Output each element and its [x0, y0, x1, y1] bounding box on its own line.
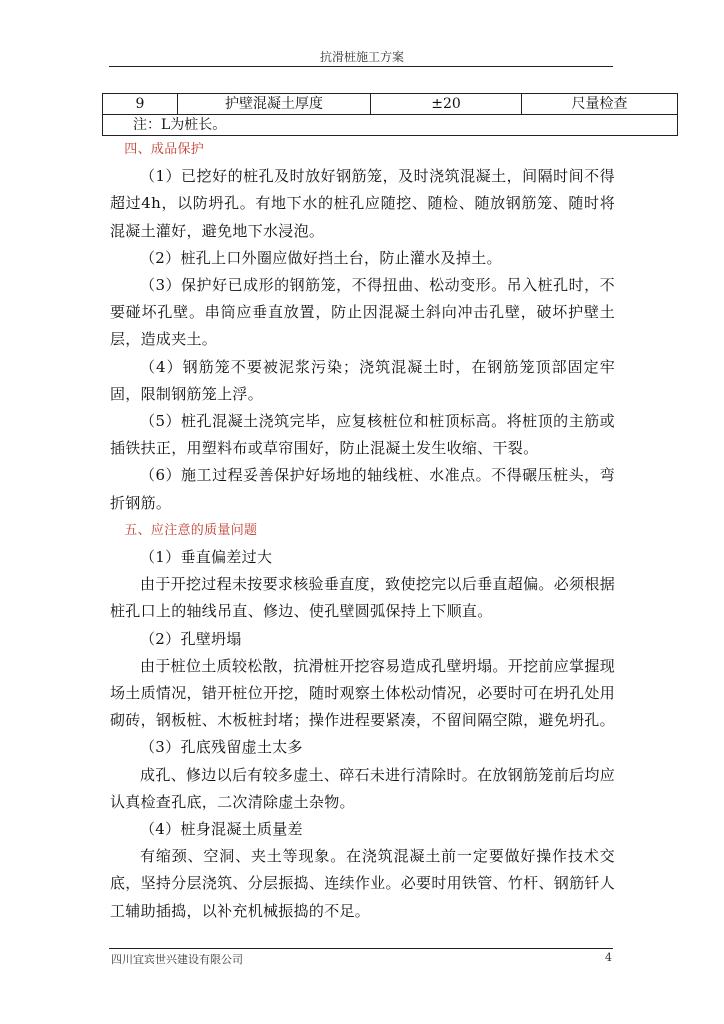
cell-item: 护壁混凝土厚度	[178, 94, 371, 115]
cell-method: 尺量检查	[522, 94, 678, 115]
page-header-title: 抗滑桩施工方案	[319, 50, 404, 64]
table-note: 注：L为桩长。	[103, 115, 678, 136]
header-rule	[109, 66, 613, 67]
page-number: 4	[605, 951, 612, 964]
subheading: （2）孔壁坍塌	[140, 629, 242, 648]
paragraph: （2）桩孔上口外圈应做好挡土台，防止灌水及掉土。	[140, 248, 502, 267]
paragraph: 由于桩位土质较松散，抗滑桩开挖容易造成孔壁坍塌。开挖前应掌握现场土质情况，错开桩位开挖，随时观察土体松动情况，必要时可在坍孔处用砌砖，钢板桩、木板桩封堵；操作进程要紧凑，不留间隔空隙，避免坍孔。	[110, 656, 615, 730]
body-text	[110, 136, 615, 925]
table-row	[103, 94, 678, 115]
table-note-row	[103, 115, 678, 136]
subheading: （4）桩身混凝土质量差	[140, 820, 303, 839]
paragraph: （3）保护好已成形的钢筋笼，不得扭曲、松动变形。吊入桩孔时，不要碰坏孔壁。串筒应垂直放置，防止因混凝土斜向冲击孔壁，破坏护壁土层，造成夹土。	[110, 276, 615, 349]
paragraph: 有缩颈、空洞、夹土等现象。在浇筑混凝土前一定要做好操作技术交底，坚持分层浇筑、分层振捣、连续作业。必要时用铁管、竹杆、钢筋钎人工辅助插捣，以补充机械振捣的不足。	[110, 847, 615, 920]
cell-number: 9	[103, 94, 178, 115]
cell-tolerance: ±20	[371, 94, 522, 115]
paragraph: （6）施工过程妥善保护好场地的轴线桩、水准点。不得碾压桩头，弯折钢筋。	[110, 466, 615, 512]
section-heading: 五、应注意的质量问题	[124, 522, 258, 538]
paragraph: 成孔、修边以后有较多虚土、碎石未进行清除时。在放钢筋笼前后均应认真检查孔底，二次清除虚土杂物。	[110, 765, 615, 811]
section-heading: 四、成品保护	[124, 142, 205, 157]
footer-rule	[109, 948, 613, 949]
tolerance-table	[102, 93, 678, 136]
paragraph: （1）已挖好的桩孔及时放好钢筋笼，及时浇筑混凝土，间隔时间不得超过4h，以防坍孔。有地下水的桩孔应随挖、随检、随放钢筋笼、随时将混凝土灌好，避免地下水浸泡。	[110, 167, 615, 240]
paragraph: （5）桩孔混凝土浇筑完毕，应复核桩位和桩顶标高。将桩顶的主筋或插铁扶正，用塑料布或草帘围好，防止混凝土发生收缩、干裂。	[110, 412, 615, 458]
subheading: （3）孔底残留虚土太多	[140, 738, 303, 757]
paragraph: （4）钢筋笼不要被泥浆污染；浇筑混凝土时，在钢筋笼顶部固定牢固，限制钢筋笼上浮。	[110, 357, 615, 403]
subheading: （1）垂直偏差过大	[140, 548, 273, 567]
paragraph: 由于开挖过程未按要求核验垂直度，致使挖完以后垂直超偏。必须根据桩孔口上的轴线吊直、修边、使孔壁圆弧保持上下顺直。	[110, 575, 615, 621]
footer-company: 四川宜宾世兴建设有限公司	[111, 953, 243, 966]
